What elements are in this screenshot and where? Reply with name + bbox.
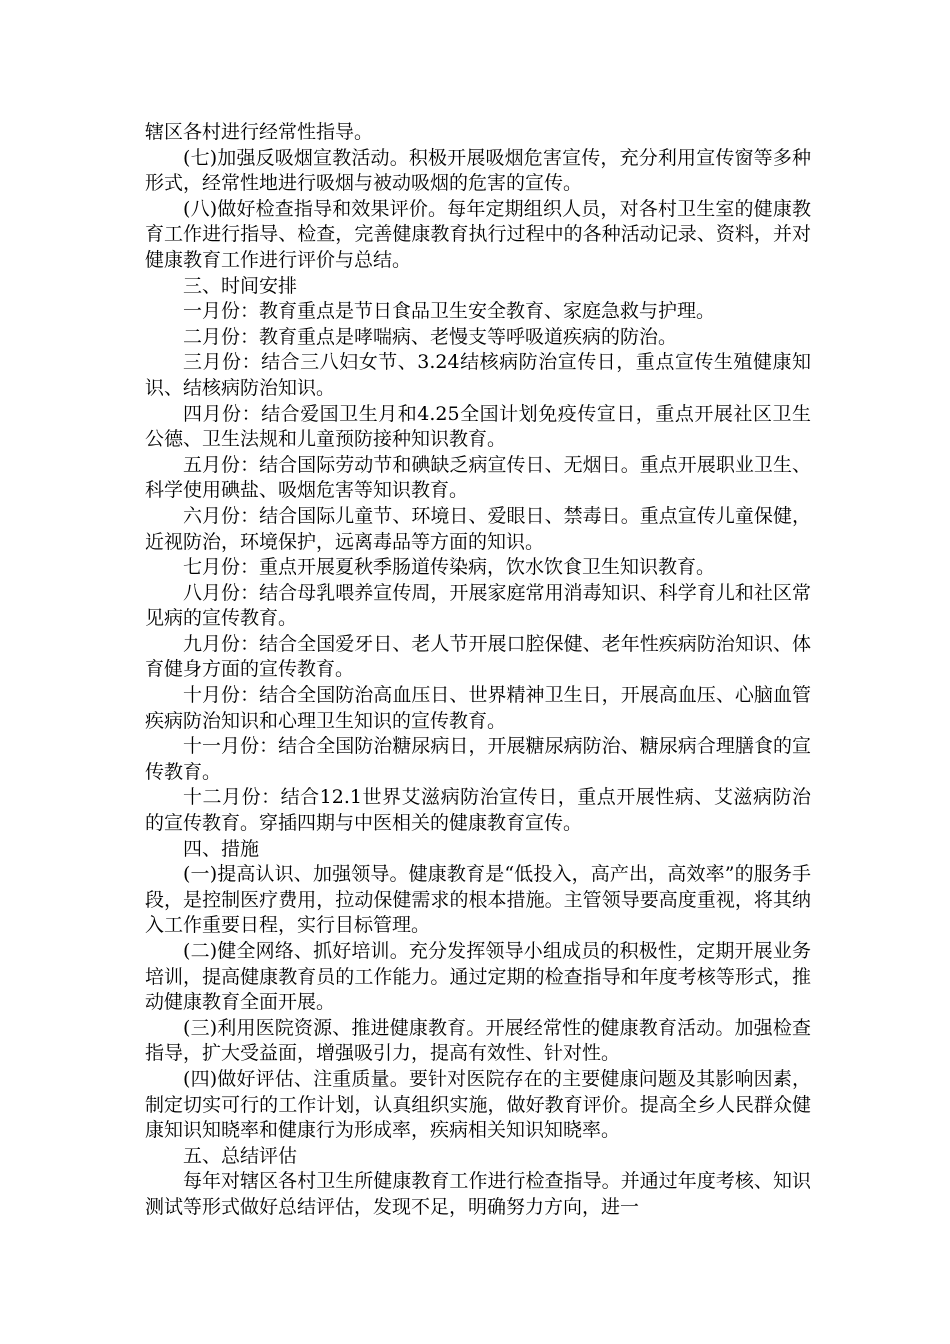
paragraph-august: 八月份：结合母乳喂养宣传周，开展家庭常用消毒知识、科学育儿和社区常见病的宣传教育。 (145, 581, 811, 630)
paragraph-july: 七月份：重点开展夏秋季肠道传染病，饮水饮食卫生知识教育。 (183, 556, 716, 579)
paragraph-continued: 辖区各村进行经常性指导。 (145, 121, 374, 143)
paragraph-january: 一月份：教育重点是节日食品卫生安全教育、家庭急救与护理。 (183, 300, 716, 323)
section-heading-evaluation: 五、总结评估 (183, 1144, 298, 1167)
paragraph-october: 十月份：结合全国防治高血压日、世界精神卫生日，开展高血压、心脑血管疾病防治知识和心理卫生知识的宣传教育。 (145, 684, 811, 732)
paragraph-anti-smoking: (七)加强反吸烟宣教活动。积极开展吸烟危害宣传，充分利用宣传窗等多种形式，经常性地进行吸烟与被动吸烟的危害的宣传。 (145, 146, 811, 195)
paragraph-measure-3: (三)利用医院资源、推进健康教育。开展经常性的健康教育活动。加强检查指导，扩大受益面，增强吸引力，提高有效性、针对性。 (145, 1016, 811, 1065)
paragraph-measure-2: (二)健全网络、抓好培训。充分发挥领导小组成员的积极性，定期开展业务培训，提高健康教育员的工作能力。通过定期的检查指导和年度考核等形式，推动健康教育全面开展。 (145, 940, 811, 1014)
paragraph-measure-4: (四)做好评估、注重质量。要针对医院存在的主要健康问题及其影响因素，制定切实可行的工作计划，认真组织实施，做好教育评价。提高全乡人民群众健康知识知晓率和健康行为形成率，疾病相关知识知晓率。 (145, 1067, 811, 1142)
paragraph-march: 三月份：结合三八妇女节、3.24结核病防治宣传日，重点宣传生殖健康知识、结核病防治知识。 (145, 351, 811, 399)
paragraph-december: 十二月份：结合12.1世界艾滋病防治宣传日，重点开展性病、艾滋病防治的宣传教育。穿插四期与中医相关的健康教育宣传。 (145, 786, 811, 835)
paragraph-april: 四月份：结合爱国卫生月和4.25全国计划免疫传宣日，重点开展社区卫生公德、卫生法规和儿童预防接种知识教育。 (145, 402, 811, 451)
paragraph-measure-1: (一)提高认识、加强领导。健康教育是“低投入，高产出，高效率”的服务手段，是控制医疗费用，拉动保健需求的根本措施。主管领导要高度重视，将其纳入工作重要日程，实行目标管理。 (145, 863, 811, 937)
paragraph-may: 五月份：结合国际劳动节和碘缺乏病宣传日、无烟日。重点开展职业卫生、科学使用碘盐、吸烟危害等知识教育。 (145, 453, 811, 502)
section-heading-measures: 四、措施 (183, 837, 260, 860)
document-body (145, 120, 811, 1221)
paragraph-june: 六月份：结合国际儿童节、环境日、爱眼日、禁毒日。重点宣传儿童保健，近视防治，环境保护，远离毒品等方面的知识。 (145, 504, 811, 553)
paragraph-september: 九月份：结合全国爱牙日、老人节开展口腔保健、老年性疾病防治知识、体育健身方面的宣传教育。 (145, 632, 811, 681)
paragraph-evaluation: 每年对辖区各村卫生所健康教育工作进行检查指导。并通过年度考核、知识测试等形式做好总结评估，发现不足，明确努力方向，进一 (145, 1170, 811, 1218)
paragraph-february: 二月份：教育重点是哮喘病、老慢支等呼吸道疾病的防治。 (183, 325, 678, 348)
paragraph-november: 十一月份：结合全国防治糖尿病日，开展糖尿病防治、糖尿病合理膳食的宣传教育。 (145, 735, 811, 783)
paragraph-inspection: (八)做好检查指导和效果评价。每年定期组织人员，对各村卫生室的健康教育工作进行指导、检查，完善健康教育执行过程中的各种活动记录、资料，并对健康教育工作进行评价与总结。 (145, 197, 811, 271)
section-heading-schedule: 三、时间安排 (183, 274, 298, 297)
